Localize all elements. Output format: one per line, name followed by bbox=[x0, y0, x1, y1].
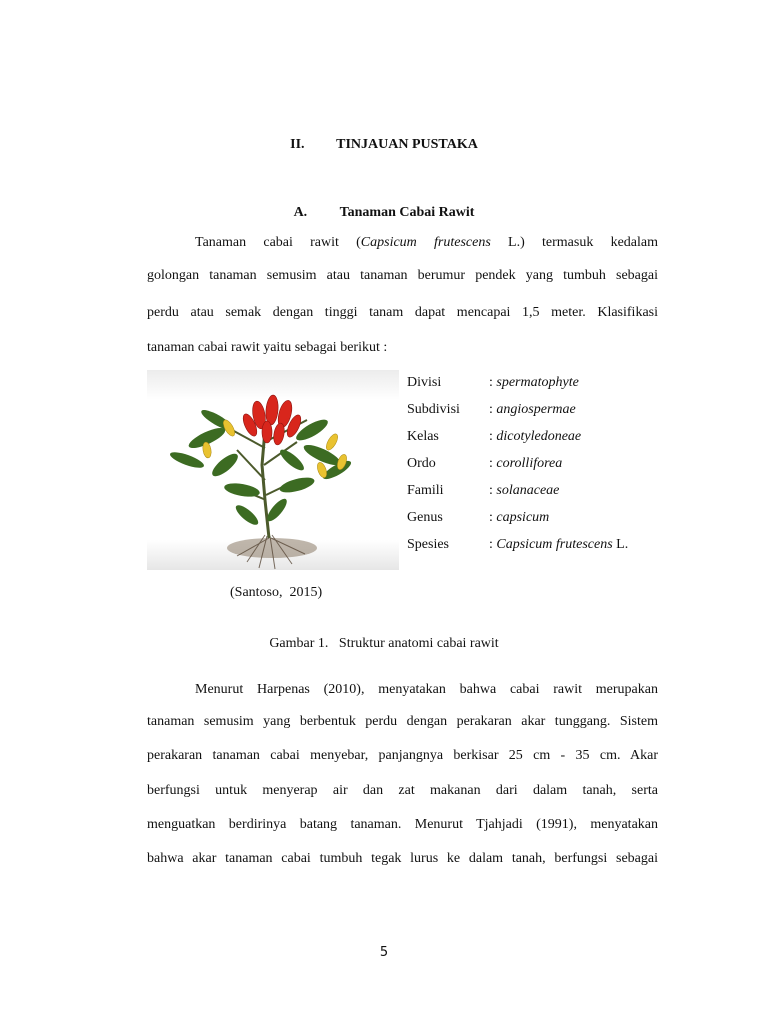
classification-value: : angiospermae bbox=[489, 402, 576, 417]
section-heading bbox=[0, 205, 768, 221]
classification-value: : solanaceae bbox=[489, 483, 560, 498]
chili-plant-image bbox=[147, 370, 399, 570]
classification-value: : dicotyledoneae bbox=[489, 429, 582, 444]
intro-line: tanaman cabai rawit yaitu sebagai berikut : bbox=[147, 340, 388, 355]
chapter-title: TINJAUAN PUSTAKA bbox=[336, 137, 478, 152]
figure-caption: Gambar 1. Struktur anatomi cabai rawit bbox=[269, 636, 499, 651]
body-line: tanaman semusim yang berbentuk perdu dengan perakaran akar tunggang. Sistem bbox=[147, 714, 658, 729]
classification-value: : Capsicum frutescens L. bbox=[489, 537, 629, 552]
body-line: bahwa akar tanaman cabai tumbuh tegak lurus ke dalam tanah, berfungsi sebagai bbox=[147, 851, 658, 866]
scientific-name: Capsicum frutescens bbox=[360, 235, 491, 250]
classification-value: : spermatophyte bbox=[489, 375, 579, 390]
section-number: A. bbox=[293, 205, 308, 220]
classification-label: Divisi bbox=[407, 375, 442, 390]
classification-value: : corolliforea bbox=[489, 456, 563, 471]
classification-label: Ordo bbox=[407, 456, 436, 471]
classification-value: : capsicum bbox=[489, 510, 550, 525]
classification-label: Subdivisi bbox=[407, 402, 460, 417]
intro-line: perdu atau semak dengan tinggi tanam dapat mencapai 1,5 meter. Klasifikasi bbox=[147, 305, 658, 320]
body-line: Menurut Harpenas (2010), menyatakan bahwa cabai rawit merupakan bbox=[195, 682, 658, 697]
section-title: Tanaman Cabai Rawit bbox=[339, 205, 475, 220]
body-line: menguatkan berdirinya batang tanaman. Menurut Tjahjadi (1991), menyatakan bbox=[147, 817, 658, 832]
classification-label: Kelas bbox=[407, 429, 439, 444]
body-line: perakaran tanaman cabai menyebar, panjangnya berkisar 25 cm - 35 cm. Akar bbox=[147, 748, 658, 763]
page-number: 5 bbox=[379, 945, 389, 960]
chapter-number: II. bbox=[290, 137, 305, 152]
body-line: berfungsi untuk menyerap air dan zat makanan dari dalam tanah, serta bbox=[147, 783, 658, 798]
image-source: (Santoso, 2015) bbox=[230, 585, 323, 600]
classification-label: Spesies bbox=[407, 537, 449, 552]
chapter-heading bbox=[0, 137, 768, 153]
intro-line: Tanaman cabai rawit (Capsicum frutescens L.) termasuk kedalam bbox=[195, 235, 658, 250]
classification-label: Famili bbox=[407, 483, 444, 498]
classification-label: Genus bbox=[407, 510, 443, 525]
intro-line: golongan tanaman semusim atau tanaman berumur pendek yang tumbuh sebagai bbox=[147, 268, 658, 283]
